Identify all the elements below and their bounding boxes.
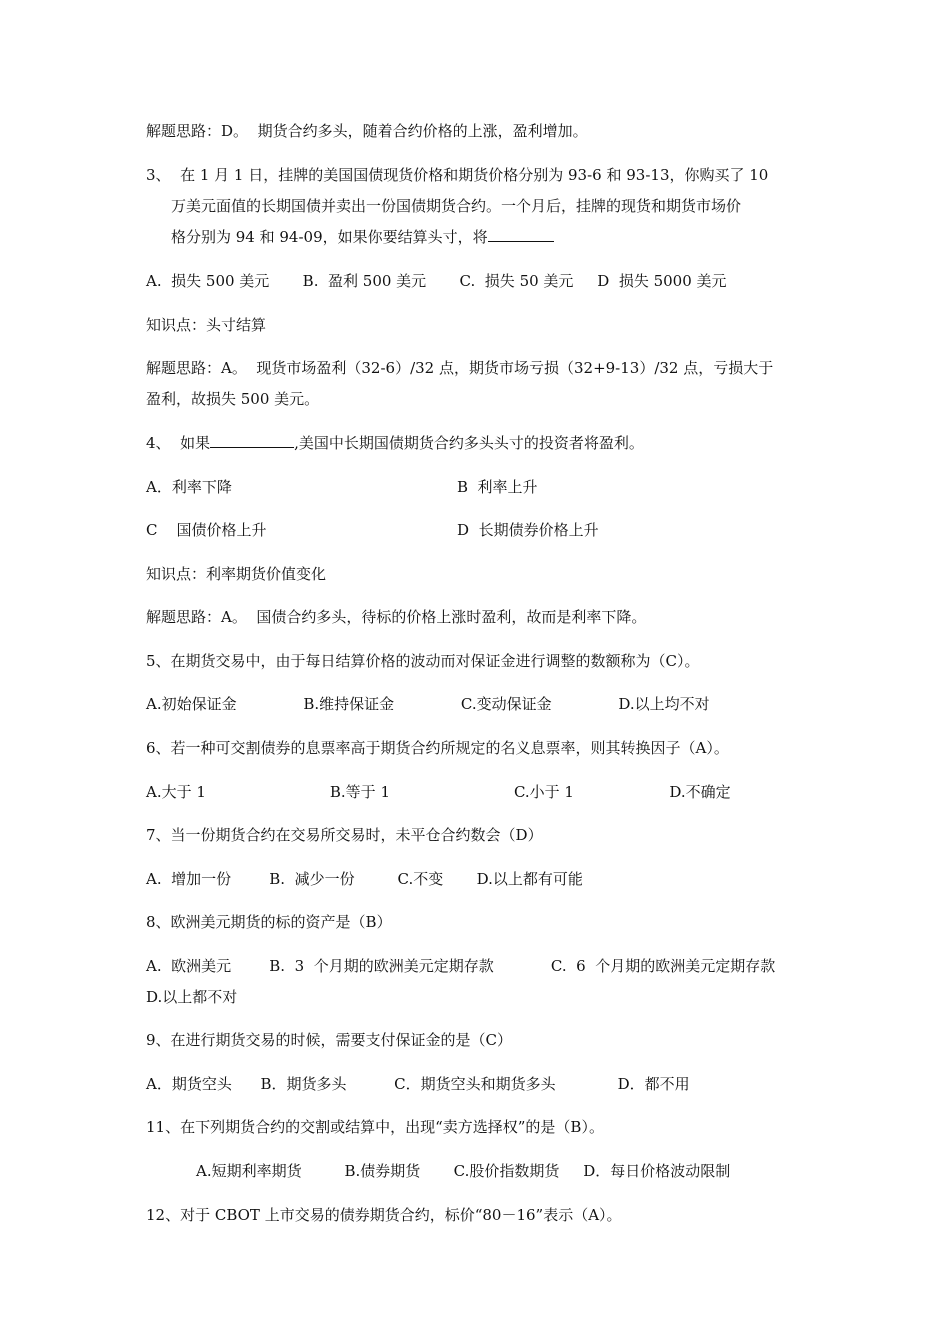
question-3-options: A. 损失 500 美元 B. 盈利 500 美元 C. 损失 50 美元 D 损失 5000 美元 — [146, 272, 727, 290]
knowledge-point: 知识点：头寸结算 — [146, 316, 267, 334]
question-8-options: A. 欧洲美元 B. 3 个月期的欧洲美元定期存款 C. 6 个月期的欧洲美元定期存款 — [146, 957, 776, 975]
question-4-option-c: C 国债价格上升 — [146, 521, 267, 539]
question-9-options: A．期货空头 B．期货多头 C．期货空头和期货多头 D．都不用 — [146, 1075, 690, 1093]
question-6: 6、若一种可交割债券的息票率高于期货合约所规定的名义息票率，则其转换因子（A）。 — [146, 739, 729, 757]
question-8-options-cont: D.以上都不对 — [146, 988, 238, 1006]
question-9: 9、在进行期货交易的时候，需要支付保证金的是（C） — [146, 1031, 513, 1049]
question-4-prefix: 4、 如果 — [146, 434, 211, 452]
answer-blank — [488, 227, 554, 242]
question-11: 11、在下列期货合约的交割或结算中，出现“卖方选择权”的是（B）。 — [146, 1118, 604, 1136]
answer-blank — [210, 433, 294, 448]
question-4-option-b: B 利率上升 — [457, 478, 538, 496]
question-3-line-1: 3、 在 1 月 1 日，挂牌的美国国债现货价格和期货价格分别为 93-6 和 93-13，你购买了 10 — [146, 166, 769, 184]
question-4 — [146, 433, 644, 453]
question-11-options: A.短期利率期货 B.债券期货 C.股价指数期货 D．每日价格波动限制 — [196, 1162, 731, 1180]
question-3-line-3 — [171, 227, 554, 247]
question-5-options: A.初始保证金 B.维持保证金 C.变动保证金 D.以上均不对 — [146, 695, 710, 713]
solution-line: 解题思路：A。 国债合约多头，待标的价格上涨时盈利，故而是利率下降。 — [146, 608, 647, 626]
solution-line: 盈利，故损失 500 美元。 — [146, 390, 320, 408]
solution-line: 解题思路：D。 期货合约多头，随着合约价格的上涨，盈利增加。 — [146, 122, 588, 140]
question-5: 5、在期货交易中，由于每日结算价格的波动而对保证金进行调整的数额称为（C）。 — [146, 652, 700, 670]
question-3-text: 格分别为 94 和 94-09，如果你要结算头寸，将 — [171, 228, 488, 246]
question-8: 8、欧洲美元期货的标的资产是（B） — [146, 913, 392, 931]
question-7-options: A. 增加一份 B. 减少一份 C.不变 D.以上都有可能 — [146, 870, 583, 888]
solution-line: 解题思路：A。 现货市场盈利（32-6）/32 点，期货市场亏损（32+9-13）/32 点，亏损大于 — [146, 359, 774, 377]
question-7: 7、当一份期货合约在交易所交易时，未平仓合约数会（D） — [146, 826, 543, 844]
question-4-option-d: D 长期债券价格上升 — [457, 521, 599, 539]
question-12: 12、对于 CBOT 上市交易的债券期货合约，标价“80－16”表示（A）。 — [146, 1206, 622, 1224]
knowledge-point: 知识点：利率期货价值变化 — [146, 565, 327, 583]
question-4-option-a: A．利率下降 — [146, 478, 232, 496]
question-3-line-2: 万美元面值的长期国债并卖出一份国债期货合约。一个月后，挂牌的现货和期货市场价 — [171, 197, 742, 215]
question-4-suffix: ,美国中长期国债期货合约多头头寸的投资者将盈利。 — [294, 434, 644, 452]
question-6-options: A.大于 1 B.等于 1 C.小于 1 D.不确定 — [146, 783, 731, 801]
